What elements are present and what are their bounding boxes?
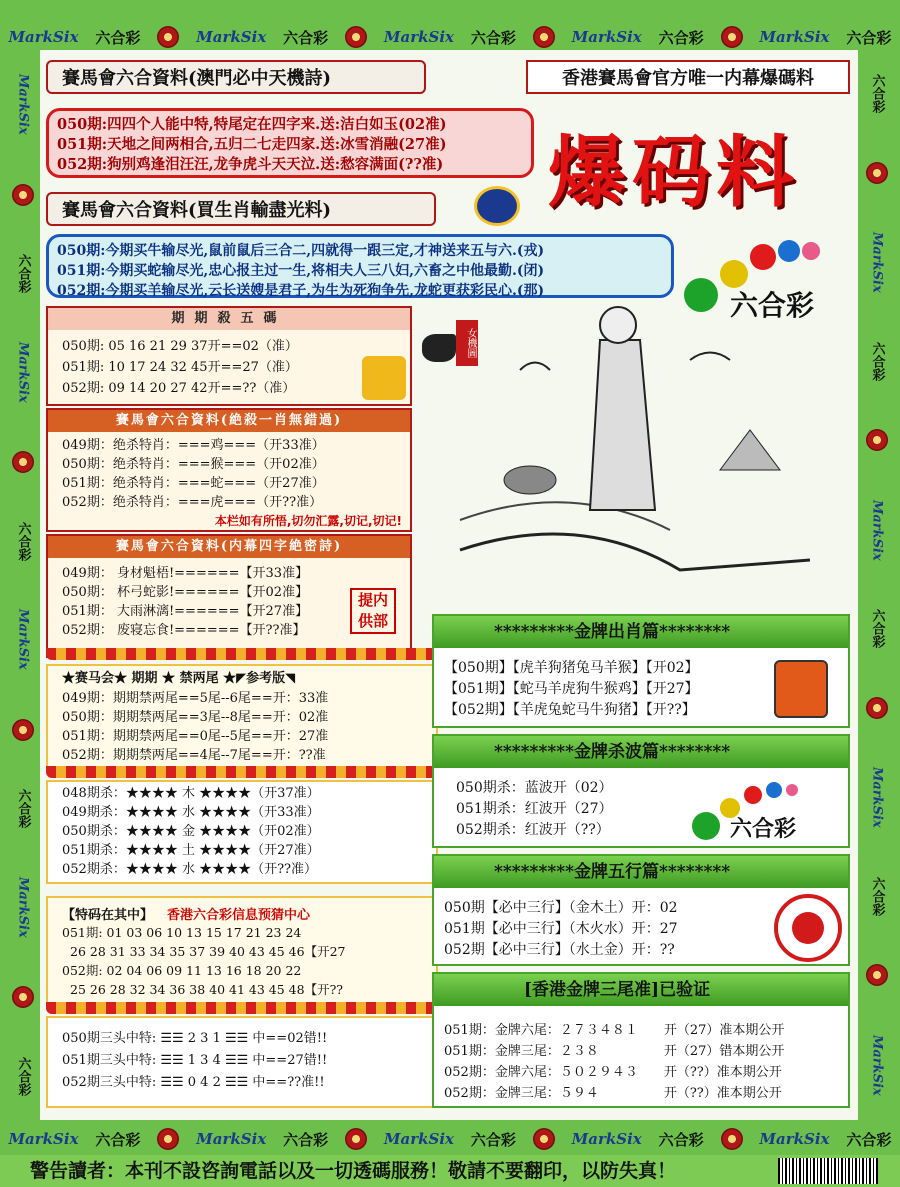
poem-box [46, 108, 534, 178]
five-element-panel [46, 780, 438, 884]
zodiac-line: 051期:今期买蛇输尽光,忠心报主过一生,将相夫人三八妇,六畜之中他最勤.(闭) [57, 263, 545, 279]
brand-cn-text: 六合彩 [15, 1056, 31, 1096]
brand-text: MarkSix [383, 1130, 454, 1148]
brand-text: MarkSix [571, 1130, 642, 1148]
brand-cn-text: 六合彩 [283, 28, 329, 47]
kill-animal-panel [46, 408, 412, 532]
brand-cn-text: 六合彩 [95, 28, 141, 47]
special-title-row [48, 898, 436, 923]
flower-icon [721, 26, 743, 48]
gold-wave-panel [432, 734, 850, 848]
brand-cn-text: 六合彩 [869, 74, 885, 114]
illustration-label: 女機圖 [456, 320, 478, 366]
special-row: 25 26 28 32 34 36 38 40 41 43 45 48【开?? [70, 982, 343, 997]
gold-element-panel [432, 854, 850, 966]
flower-icon [533, 26, 555, 48]
gold-tail-row: 051期：金牌六尾：２７３４８１ 开（27）准本期公开 [444, 1023, 785, 1038]
flower-icon [345, 26, 367, 48]
brand-cn-text: 六合彩 [846, 1130, 892, 1149]
brand-cn-text: 六合彩 [470, 1130, 516, 1149]
barcode-icon [778, 1158, 878, 1184]
brand-text: MarkSix [8, 1130, 79, 1148]
flower-icon [157, 26, 179, 48]
poem-line: 050期:四四个人能中特,特尾定在四字来.送:洁白如玉(02准) [57, 116, 447, 133]
kill5-row: 052期: 09 14 20 27 42开==??（准） [62, 381, 296, 396]
brand-cn-text: 六合彩 [283, 1130, 329, 1149]
red-dot [744, 786, 762, 804]
three-head-panel [46, 1016, 438, 1108]
kill5-head: 期期殺五碼 [48, 308, 410, 330]
gold-element-row: 050期【必中三行】（金木土）开：02 [444, 900, 678, 916]
bauhinia-icon [792, 912, 824, 944]
gold-zodiac-head: *********金牌出肖篇******** [434, 616, 848, 648]
five-element-row: 049期杀：★★★★ 水 ★★★★（开33准） [62, 805, 320, 820]
brand-cn-text: 六合彩 [869, 341, 885, 381]
special-row: 26 28 31 33 34 35 37 39 40 43 45 46【开27 [70, 944, 346, 959]
kill-animal-head: 賽馬會六合資料(絶殺一肖無錯過) [48, 410, 410, 432]
kill-animal-row: 052期：绝杀特肖：===虎===（开??准） [62, 495, 323, 510]
big-title: 爆码料 [548, 127, 801, 218]
internal-stamp: 提内供部 [350, 588, 396, 634]
green-dot [692, 812, 720, 840]
zodiac-line: 052期:今期买羊输尽光,云长送嫂是君子,为生为死狗争先,龙蛇更获彩民心.(那) [57, 283, 545, 299]
special-subtitle: 香港六合彩信息预猜中心 [167, 908, 311, 923]
secret4-row: 052期： 废寝忘食!======【开??准】 [62, 623, 306, 638]
brand-text: MarkSix [196, 28, 267, 46]
kill-animal-row: 049期：绝杀特肖：===鸡===（开33准） [62, 438, 325, 453]
flower-icon [866, 697, 888, 719]
flower-icon [12, 986, 34, 1008]
border-bottom [0, 1120, 900, 1158]
brand-cn-text: 六合彩 [658, 1130, 704, 1149]
brand-text: MarkSix [571, 28, 642, 46]
special-row: 051期: 01 03 06 10 13 15 17 21 23 24 [62, 925, 302, 940]
kill5-panel [46, 306, 412, 406]
gold-element-row: 051期【必中三行】（木火水）开：27 [444, 921, 678, 937]
brand-text: MarkSix [869, 1034, 885, 1096]
border-right [858, 50, 896, 1120]
secret4-panel [46, 534, 412, 658]
secret4-row: 051期： 大雨淋漓!======【开27准】 [62, 604, 309, 619]
border-left [4, 50, 42, 1120]
brand-cn-text: 六合彩 [869, 876, 885, 916]
scallop-divider [46, 1002, 438, 1014]
brand-cn-text: 六合彩 [95, 1130, 141, 1149]
hk-emblem-icon [774, 894, 842, 962]
flower-icon [345, 1128, 367, 1150]
kill5-row: 051期: 10 17 24 32 45开==27（准） [62, 360, 298, 375]
gold-tail-row: 052期：金牌三尾：５９４ 开（??）准本期公开 [444, 1086, 782, 1101]
brand-text: MarkSix [869, 232, 885, 294]
ban-tail-row: 049期：期期禁两尾==5尾--6尾==开：33准 [62, 691, 329, 706]
gold-tail-head: [香港金牌三尾准]已验证 [434, 974, 848, 1006]
kill5-row: 050期: 05 16 21 29 37开==02（准） [62, 339, 298, 354]
brand-text: MarkSix [869, 767, 885, 829]
gold-zodiac-panel [432, 614, 850, 728]
kill-animal-row: 051期：绝杀特肖：===蛇===（开27准） [62, 476, 325, 491]
gold-element-head: *********金牌五行篇******** [434, 856, 848, 888]
flower-icon [157, 1128, 179, 1150]
secret4-head: 賽馬會六合資料(内幕四字絶密詩) [48, 536, 410, 558]
flower-icon [12, 184, 34, 206]
brand-text: MarkSix [8, 28, 79, 46]
brand-cn-text: 六合彩 [470, 28, 516, 47]
coin-logo-icon [474, 186, 520, 226]
flower-icon [12, 451, 34, 473]
three-head-row: 052期三头中特: ☰☰ 0 4 2 ☰☰ 中==??准!! [62, 1075, 325, 1090]
gold-wave-head: *********金牌杀波篇******** [434, 736, 848, 768]
brand-text: MarkSix [196, 1130, 267, 1148]
brand-text: MarkSix [759, 1130, 830, 1148]
pink-dot [802, 242, 820, 260]
header-right-title: 香港賽馬會官方唯一内幕爆碼料 [526, 60, 850, 94]
secret4-row: 049期： 身材魁梧!======【开33准】 [62, 566, 309, 581]
gold-wave-row: 051期杀：红波开（27） [456, 801, 613, 817]
flower-icon [12, 719, 34, 741]
brand-cn-text: 六合彩 [15, 521, 31, 561]
brand-text: MarkSix [15, 74, 31, 136]
flower-icon [533, 1128, 555, 1150]
flower-icon [866, 162, 888, 184]
kill-animal-row: 050期：绝杀特肖：===猴===（开02准） [62, 457, 325, 472]
poem-line: 051期:天地之间两相合,五归二七走四家.送:冰雪消融(27准) [57, 136, 447, 153]
gold-element-row: 052期【必中三行】（水土金）开：?? [444, 942, 675, 958]
five-element-row: 048期杀：★★★★ 木 ★★★★（开37准） [62, 786, 320, 801]
blue-dot [766, 782, 782, 798]
five-element-row: 050期杀：★★★★ 金 ★★★★（开02准） [62, 824, 320, 839]
ban-tail-row: 052期：期期禁两尾==4尾--7尾==开：??准 [62, 748, 326, 763]
brand-text: MarkSix [759, 28, 830, 46]
special-row: 052期: 02 04 06 09 11 13 16 18 20 22 [62, 963, 302, 978]
brand-text: MarkSix [383, 28, 454, 46]
scallop-divider [46, 766, 438, 778]
gold-zodiac-row: 【050期】【虎羊狗猪兔马羊猴】【开02】 [444, 660, 699, 676]
scallop-divider [46, 648, 438, 660]
gold-tail-row: 051期：金牌三尾：２３８ 开（27）错本期公开 [444, 1044, 785, 1059]
fist-icon [774, 660, 828, 718]
brand-text: MarkSix [15, 609, 31, 670]
brand-text: MarkSix [15, 341, 31, 403]
ewin-logo-icon [362, 356, 406, 400]
brand-cn-text: 六合彩 [846, 28, 892, 47]
blue-dot [778, 240, 800, 262]
gold-zodiac-row: 【051期】【蛇马羊虎狗牛猴鸡】【开27】 [444, 681, 699, 697]
gold-tail-panel [432, 972, 850, 1108]
special-title: 【特码在其中】 [62, 908, 154, 923]
three-head-row: 050期三头中特: ☰☰ 2 3 1 ☰☰ 中==02错!! [62, 1031, 328, 1046]
footer-warning: 警告讀者：本刊不設咨詢電話以及一切透碼服務！敬請不要翻印，以防失真！ [0, 1155, 900, 1187]
pink-dot [786, 784, 798, 796]
header-left-title: 賽馬會六合資料(澳門必中天機詩) [46, 60, 426, 94]
zodiac-line: 050期:今期买牛输尽光,鼠前鼠后三合二,四就得一跟三定,才神送来五与六.(戎) [57, 243, 545, 259]
special-panel [46, 896, 438, 1008]
gold-wave-row: 050期杀：蓝波开（02） [456, 780, 613, 796]
poem-line: 052期:狗别鸡逢泪汪汪,龙争虎斗天天泣.送:愁容满面(??准) [57, 156, 444, 173]
gold-tail-row: 052期：金牌六尾：５０２９４３ 开（??）准本期公开 [444, 1065, 782, 1080]
illustration [420, 270, 810, 600]
lhc-text: 六合彩 [730, 289, 815, 322]
five-element-row: 051期杀：★★★★ 土 ★★★★（开27准） [62, 843, 320, 858]
sage-illustration [420, 270, 810, 600]
header-mid-title: 賽馬會六合資料(買生肖輸盡光料) [46, 192, 436, 226]
hand-icon [422, 334, 456, 362]
ban-tail-row: 050期：期期禁两尾==3尾--8尾==开：02准 [62, 710, 329, 725]
lhc-text-small: 六合彩 [730, 816, 797, 842]
brand-cn-text: 六合彩 [15, 254, 31, 294]
ban-tail-row: 051期：期期禁两尾==0尾--5尾==开：27准 [62, 729, 329, 744]
flower-icon [721, 1128, 743, 1150]
three-head-row: 051期三头中特: ☰☰ 1 3 4 ☰☰ 中==27错!! [62, 1053, 328, 1068]
five-element-row: 052期杀：★★★★ 水 ★★★★（开??准） [62, 862, 318, 877]
brand-cn-text: 六合彩 [15, 789, 31, 829]
flower-icon [866, 429, 888, 451]
gold-zodiac-row: 【052期】【羊虎兔蛇马牛狗猪】【开??】 [444, 702, 696, 718]
gold-wave-row: 052期杀：红波开（??） [456, 822, 610, 838]
brand-text: MarkSix [869, 499, 885, 561]
brand-text: MarkSix [15, 876, 31, 938]
lhc-dots-logo-small [692, 776, 842, 846]
kill-animal-note: 本栏如有所悟,切勿汇露,切记,切记! [214, 514, 402, 528]
secret4-row: 050期： 杯弓蛇影!======【开02准】 [62, 585, 309, 600]
brand-cn-text: 六合彩 [658, 28, 704, 47]
flower-icon [866, 964, 888, 986]
ban-tail-panel [46, 664, 438, 770]
brand-cn-text: 六合彩 [869, 609, 885, 649]
ban-tail-title: ★赛马会★ 期期 ★ 禁两尾 ★◤参考版◥ [62, 671, 296, 686]
red-dot [750, 244, 776, 270]
